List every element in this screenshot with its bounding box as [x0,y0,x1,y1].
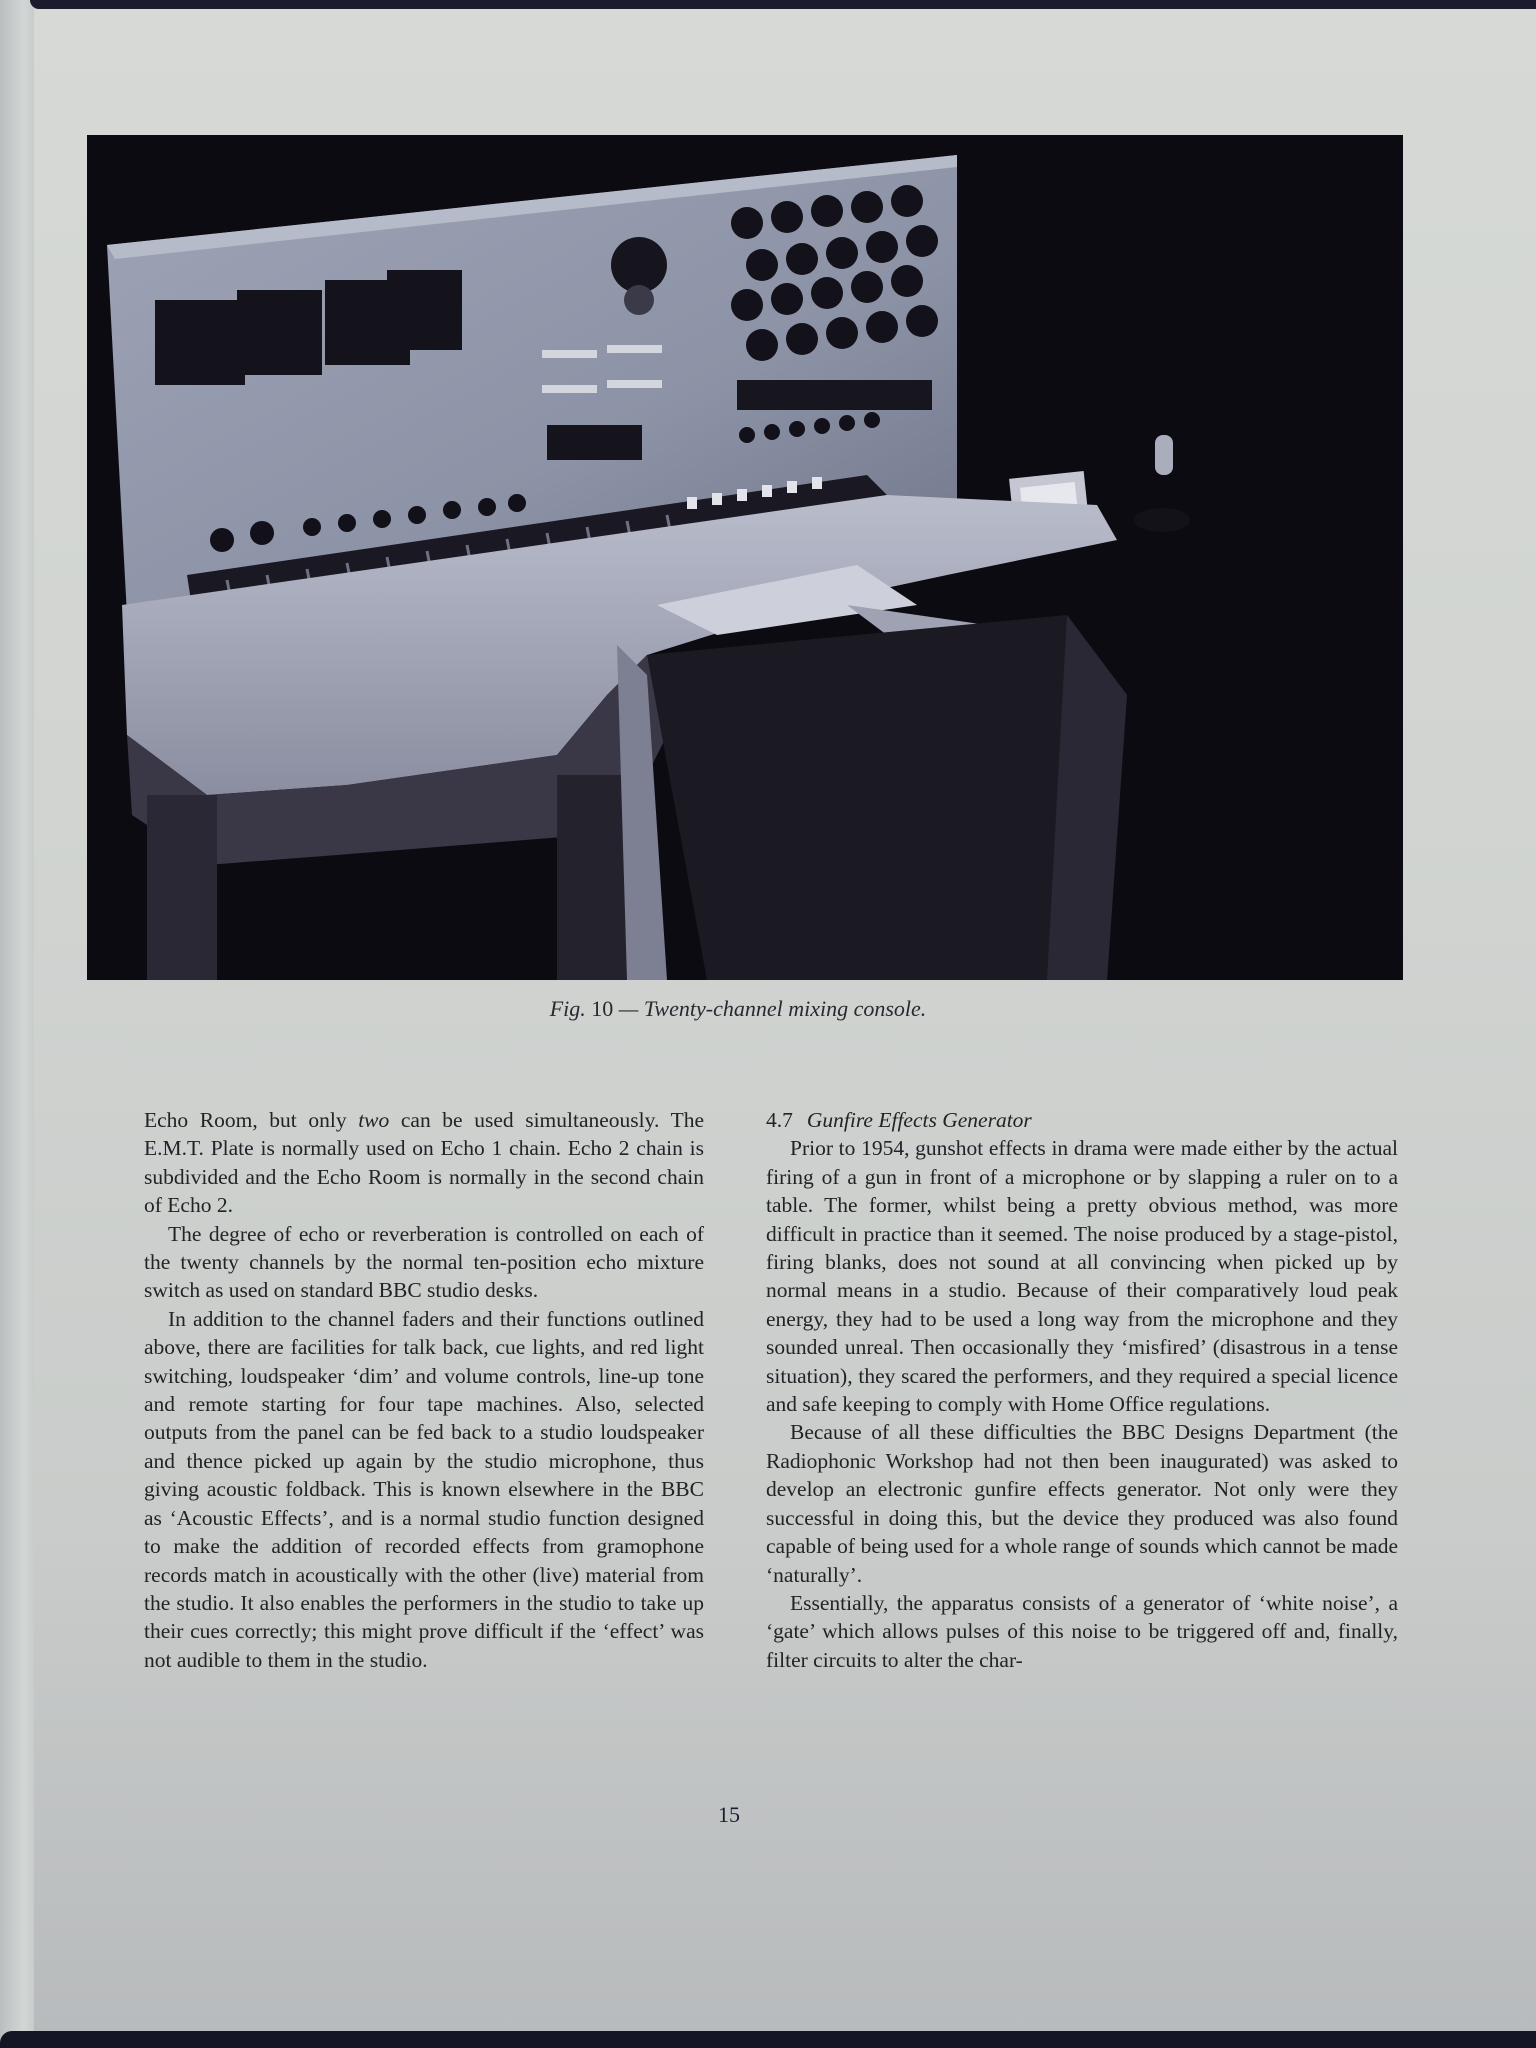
paragraph-designs-department: Because of all these difficulties the BBC Designs Department (the Radiophonic Workshop had not then been inaugurated) was asked to develop an electronic gunfire effects generator. Not only were they successful in doing this, but the device they produced was also found capable of being used for a whole range of sounds which cannot be made ‘naturally’. [766,1420,1398,1587]
right-text-column [766,1106,1398,1674]
paragraph-echo-degree: The degree of echo or reverberation is controlled on each of the twenty channels by the normal ten-position echo mixture switch as used on standard BBC studio desks. [144,1221,704,1303]
figure-caption [0,996,1476,1022]
section-number: 4.7 [766,1108,793,1132]
adjacent-page-edge [0,0,34,2048]
emphasis-two: two [358,1108,390,1132]
book-bottom-edge [0,2031,1536,2048]
left-text-column [144,1106,704,1674]
paragraph-apparatus: Essentially, the apparatus consists of a generator of ‘white noise’, a ‘gate’ which allows pulses of this noise to be triggered off and, finally, filter circuits to alter the char- [766,1590,1398,1672]
paragraph-prior-to-1954: Prior to 1954, gunshot effects in drama were made either by the actual firing of a gun in front of a microphone or by slapping a ruler on to a table. The former, whilst being a pretty obvious method, was more difficult in practice than it seemed. The noise produced by a stage-pistol, firing blanks, does not sound at all convincing when picked up by normal means in a studio. Because of their comparatively loud peak energy, they had to be used a long way from the microphone and they sounded unreal. Then occasionally they ‘misfired’ (disastrous in a tense situation), they scared the performers, and they required a special licence and safe keeping to comply with Home Office regulations. [766,1136,1398,1417]
book-top-edge [30,0,1536,9]
text-run: Echo Room, but only [144,1108,359,1132]
page-number: 15 [718,1802,740,1827]
figure-number: 10 [591,996,614,1021]
text-run: can be used simultaneously. The E.M.T. Plate is normally used on Echo 1 chain. Echo 2 chain is subdivided and the Echo Room is normally in the second chain of Echo 2. [144,1108,704,1218]
section-title: Gunfire Effects Generator [806,1108,1032,1132]
paragraph-echo-room [144,1106,704,1220]
section-heading [766,1106,1398,1134]
figure-caption-text: — Twenty-channel mixing console. [613,996,927,1021]
paragraph-facilities: In addition to the channel faders and their functions outlined above, there are facilities for talk back, cue lights, and red light switching, loudspeaker ‘dim’ and volume controls, line-up tone and remote starting for four tape machines. Also, selected outputs from the panel can be fed back to a studio loudspeaker and thence picked up again by the studio microphone, thus giving acoustic foldback. This is known elsewhere in the BBC as ‘Acoustic Effects’, and is a normal studio function designed to make the addition of recorded effects from gramophone records match in acoustically with the other (live) material from the studio. It also enables the performers in the studio to take up their cues correctly; this might prove difficult if the ‘effect’ was not audible to them in the studio. [144,1306,704,1672]
figure-label: Fig. [549,996,586,1021]
mixing-console-illustration [87,135,1403,980]
figure-photo [87,135,1403,980]
